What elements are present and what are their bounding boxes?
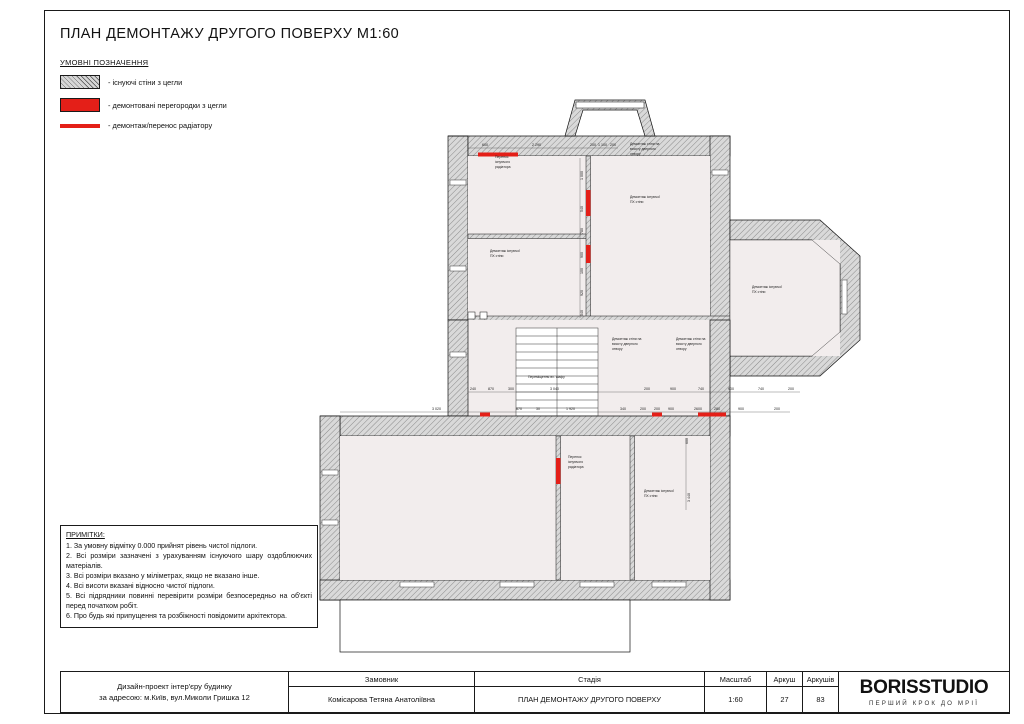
annotation-text: Демонтаж стіни на [612,337,642,341]
note-item: 6. Про будь які припущення та розбіжності повідомити архітектора. [66,612,287,621]
annotation-text: існуючого [568,460,584,464]
note-item: 5. Всі підрядники повинні перевірити розміри безпосередньо на об'єкті перед початком робіт. [66,592,312,611]
stage-cell [475,672,705,712]
legend-item-label: - демонтовані перегородки з цегли [108,100,227,110]
dim-label: 1 920 [566,407,575,411]
dim-label: 900 [728,387,734,391]
note-item: 3. Всі розміри вказано у міліметрах, якщо не вказано інше. [66,572,260,581]
dim-label: 540 [580,310,584,316]
dim-label: 280 [714,407,720,411]
annotation-text: отвору [630,152,641,156]
client-header: Замовник [289,672,474,687]
annotation-text: висоту дверного [630,147,656,151]
dim-label: 100 [580,268,584,274]
dim-label: 200 [774,407,780,411]
stage-header: Стадія [475,672,704,687]
dim-label: 340 [620,407,626,411]
hatch-swatch-icon [60,75,100,89]
dim-label: 900 [670,387,676,391]
annotation-text: Перенос [568,455,582,459]
sheets-value: 83 [816,695,825,704]
dim-label: 3 440 [687,493,691,502]
logo-text: BORISSTUDIO [859,676,989,698]
sheet-number-cell [767,672,803,712]
legend-item-label: - існуючі стіни з цегли [108,77,183,87]
annotation-text: Перенос [495,155,509,159]
dim-label: 300 [508,387,514,391]
dim-label: 240 [470,387,476,391]
dim-label: 3 040 [550,387,559,391]
dim-label: 600 [482,143,488,147]
legend-item-label: - демонтаж/перенос радіатору [108,121,213,130]
dim-label: 200 [788,387,794,391]
dim-label: 900 [668,407,674,411]
annotation-text: радіатора [495,165,511,169]
dim-label: 3 020 [432,407,441,411]
dim-label: 2600 [694,407,702,411]
floor-plan-drawing [300,40,1010,670]
dim-label: 900 [738,407,744,411]
annotation-text: отвору [612,347,623,351]
dim-label: 600 [685,438,689,444]
dim-label: 200 [590,143,596,147]
sheet-total-cell [803,672,839,712]
note-item: 2. Всі розміри зазначені з урахуванням існуючого шару оздоблюючих матеріалів. [66,552,312,571]
annotation-text: Демонтаж існуючої [490,249,520,253]
dim-label: 200 [640,407,646,411]
project-line-1: Дизайн-проект інтер'єру будинку [117,681,232,691]
page-title: ПЛАН ДЕМОНТАЖУ ДРУГОГО ПОВЕРХУ М1:60 [60,26,400,42]
sheet-header: Аркуш [767,672,802,687]
note-item: 1. За умовну відмітку 0.000 прийнят рівень чистої підлоги. [66,542,258,550]
annotation-text: радіатора [568,465,584,469]
annotation-text: Переміщення вх. шафу [528,375,565,379]
annotation-text: ПХ стіни [644,494,658,498]
notes-title: ПРИМІТКИ: [66,530,105,539]
dim-label: 740 [698,387,704,391]
notes-block [60,525,318,628]
annotation-text: Демонтаж існуючої [644,489,674,493]
annotation-text: ПХ стіни [752,290,766,294]
annotation-text: висоту дверного [676,342,702,346]
red-line-icon [60,124,100,128]
client-cell [289,672,475,712]
annotation-text: Демонтаж стіни на [630,142,660,146]
dim-label: 200 [654,407,660,411]
annotation-text: існуючого [495,160,511,164]
scale-value: 1:60 [728,695,743,704]
dim-label: 900 [580,252,584,258]
legend-title: УМОВНІ ПОЗНАЧЕННЯ [60,58,149,67]
project-cell [61,672,289,712]
dim-label: 780 [580,228,584,234]
dim-label: 1 100 [598,143,607,147]
annotation-text: висоту дверного [612,342,638,346]
client-value: Комісарова Тетяна Анатоліївна [327,695,436,704]
dim-label: 2 290 [532,143,541,147]
studio-logo [839,672,1009,712]
annotation-text: Демонтаж стіни на [676,337,706,341]
dim-label: 870 [516,407,522,411]
annotation-text: Демонтаж існуючої [752,285,782,289]
dim-label: 920 [580,290,584,296]
red-swatch-icon [60,98,100,112]
annotation-text: Демонтаж існуючої [630,195,660,199]
project-line-2: за адресою: м.Київ, вул.Миколи Гришка 12 [99,693,250,702]
annotation-text: ПХ стіни [490,254,504,258]
stage-value: ПЛАН ДЕМОНТАЖУ ДРУГОГО ПОВЕРХУ [518,695,661,704]
annotation-text: ПХ стіни [630,200,644,204]
scale-cell [705,672,767,712]
plan-geometry [320,100,860,652]
logo-tagline: ПЕРШИЙ КРОК ДО МРІЇ [868,699,980,707]
dim-label: 1 000 [580,171,584,180]
dim-label: 740 [758,387,764,391]
dim-label: 870 [488,387,494,391]
title-block [60,671,1010,713]
annotation-text: отвору [676,347,687,351]
sheet-value: 27 [780,695,789,704]
note-item: 4. Всі висоти вказані відносно чистої підлоги. [66,582,215,591]
dim-label: 200 [644,387,650,391]
dim-label: 540 [580,206,584,212]
sheets-header: Аркушів [803,672,838,687]
dim-label: 200 [610,143,616,147]
dim-label: 30 [536,407,540,411]
scale-header: Масштаб [705,672,766,687]
